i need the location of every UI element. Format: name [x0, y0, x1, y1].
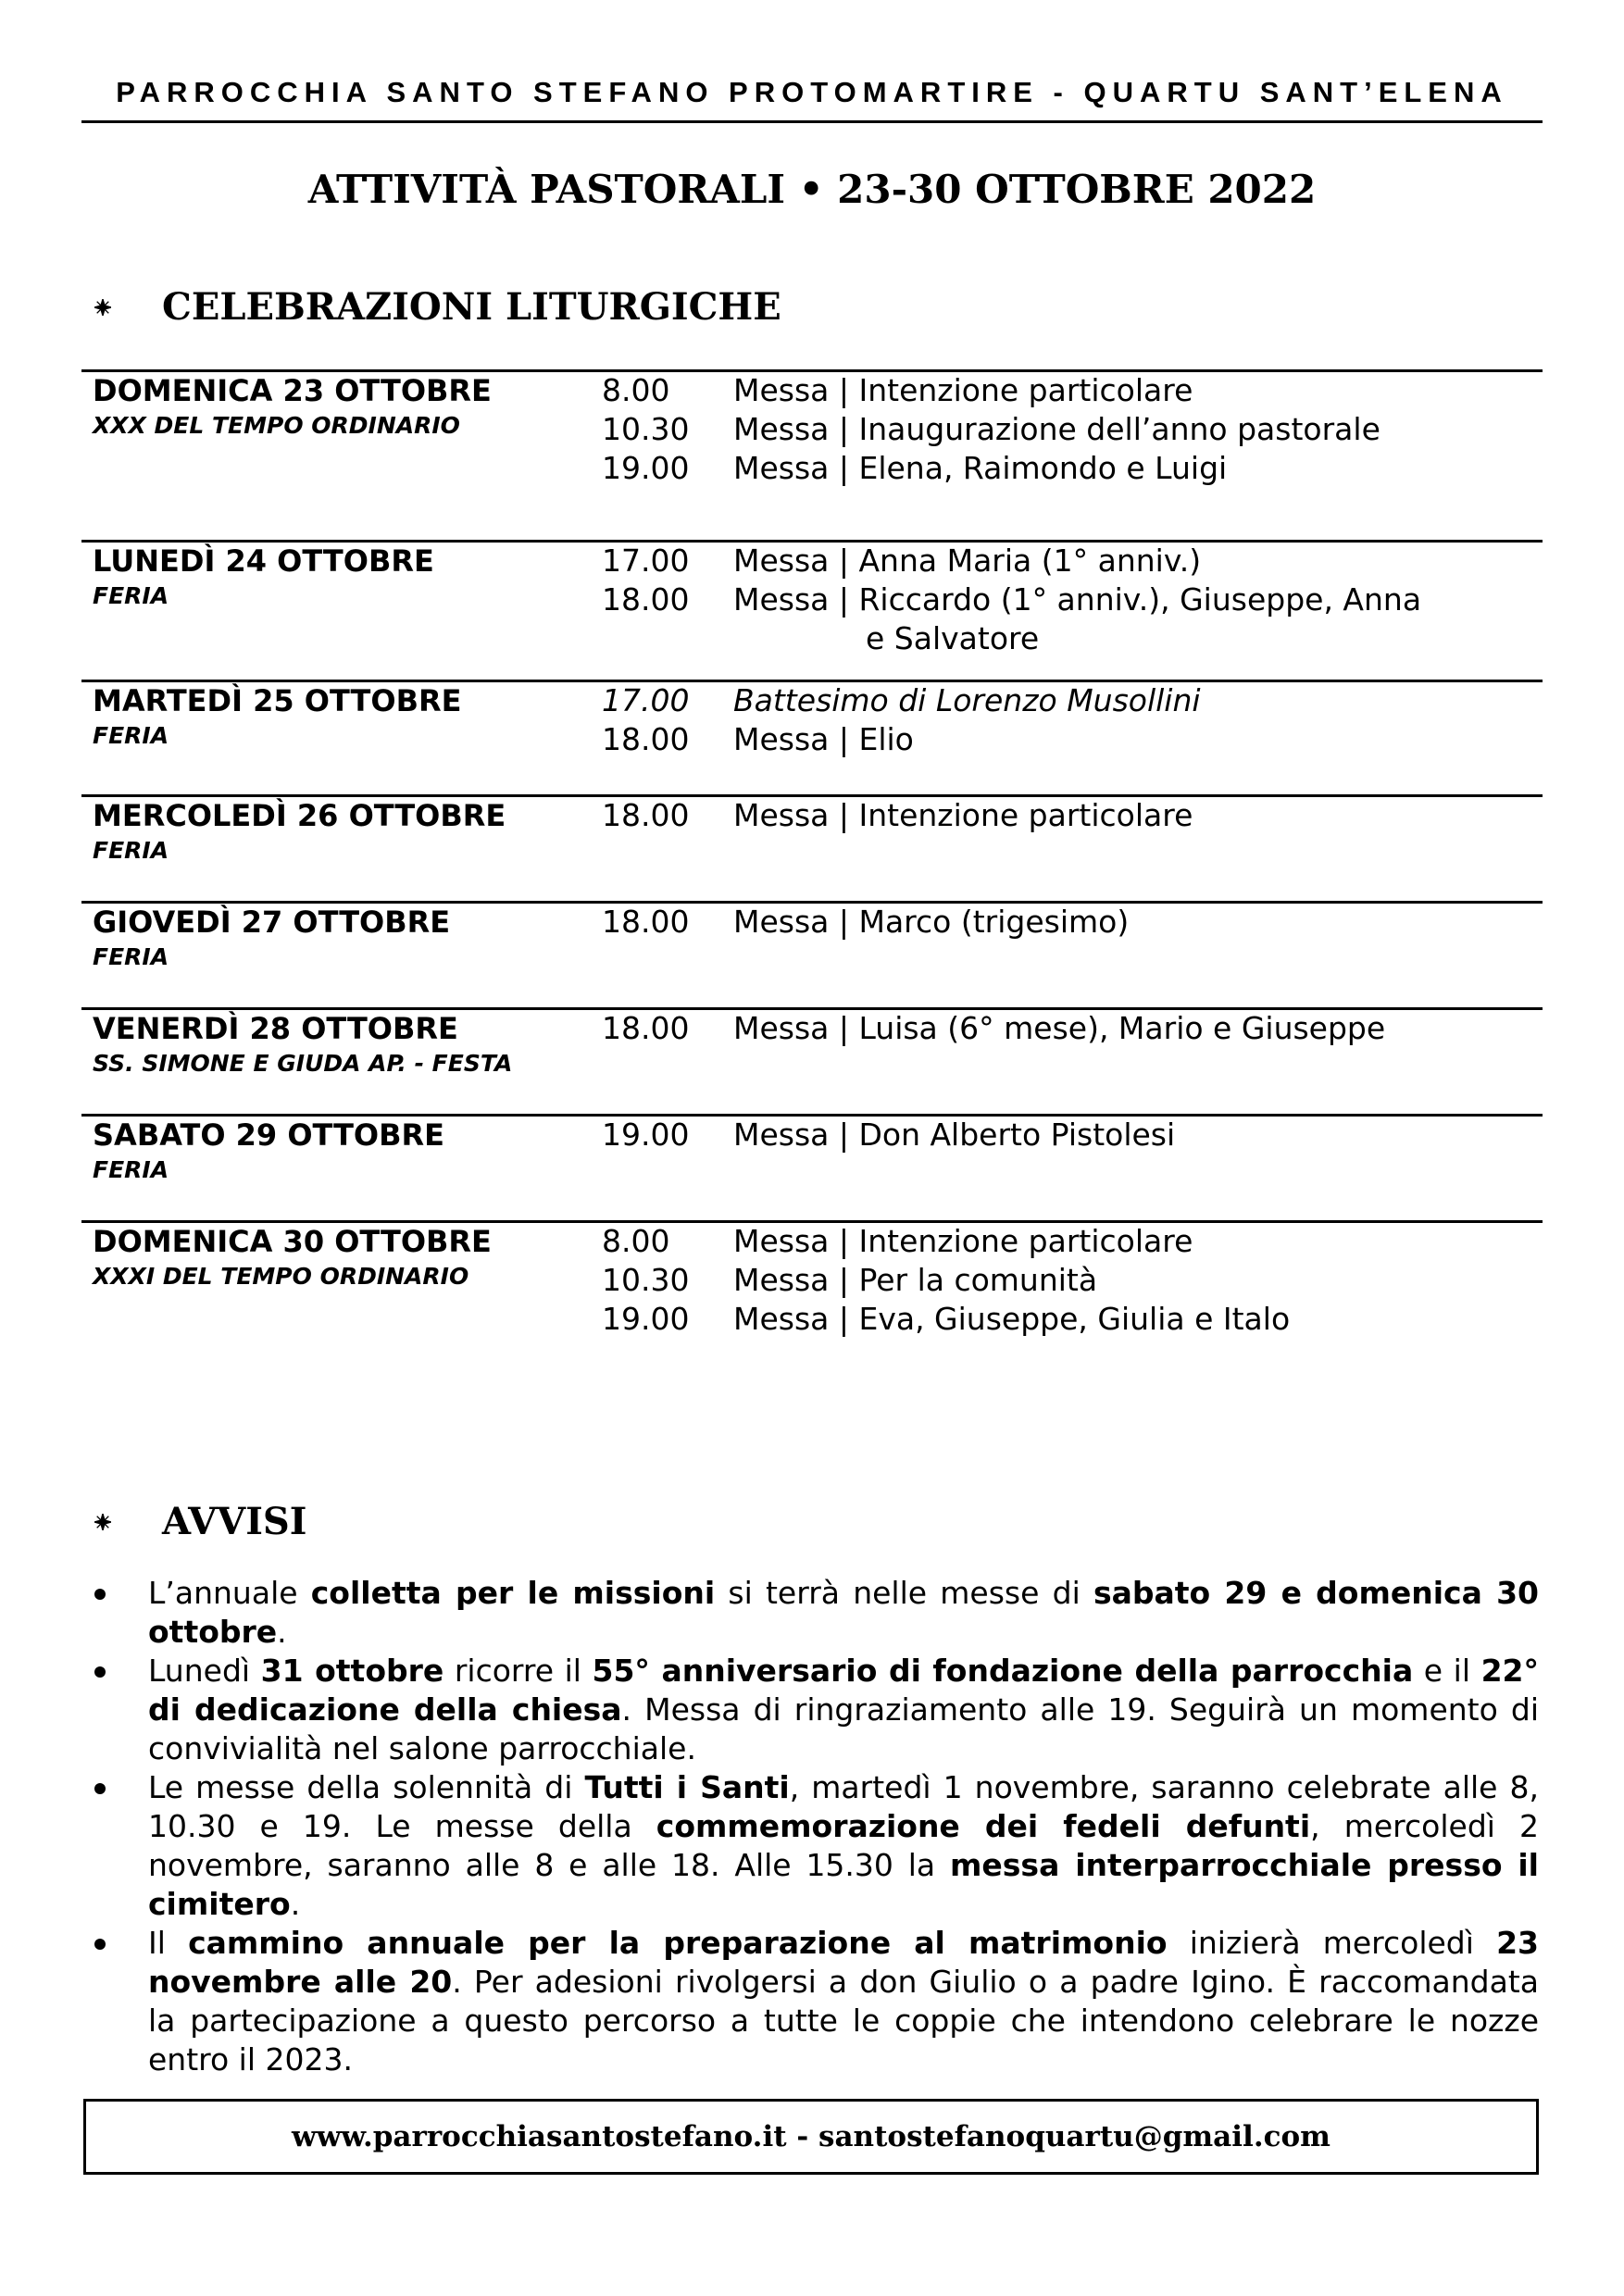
day-label: MERCOLEDÌ 26 OTTOBRE — [93, 798, 506, 833]
day-subtitle: FERIA — [93, 943, 169, 970]
notice-emphasis: colletta per le missioni — [310, 1575, 716, 1611]
notice-emphasis: cammino annuale per la preparazione al matrimonio — [188, 1925, 1168, 1961]
notice-text: L’annuale — [148, 1575, 311, 1611]
event-description: Battesimo di Lorenzo Musollini — [733, 682, 1201, 718]
event-time: 8.00 — [602, 1223, 670, 1259]
event-time: 19.00 — [602, 1117, 690, 1153]
day-label: MARTEDÌ 25 OTTOBRE — [93, 683, 462, 718]
event-description-continued: e Salvatore — [866, 620, 1040, 656]
notice-text: , mercoledì 2 novembre, saranno alle 8 e alle 18. Alle 15.30 la — [148, 1808, 1540, 1883]
event-time: 19.00 — [602, 1301, 690, 1337]
day-label: GIOVEDÌ 27 OTTOBRE — [93, 905, 451, 940]
notice-item — [93, 1768, 1539, 1924]
event-time: 18.00 — [602, 1010, 690, 1046]
day-subtitle: XXX DEL TEMPO ORDINARIO — [93, 412, 460, 439]
event-time: 17.00 — [602, 543, 690, 579]
notice-text: si terrà nelle messe di — [715, 1575, 1093, 1611]
notice-text: . — [290, 1886, 301, 1922]
fleuron-star-icon — [94, 299, 111, 316]
bullet-dot-icon — [94, 1939, 106, 1950]
header-divider — [81, 120, 1543, 123]
notice-text: inizierà mercoledì — [1167, 1925, 1497, 1961]
parish-name: PARROCCHIA SANTO STEFANO PROTOMARTIRE - QUARTU SANT’ELENA — [116, 76, 1508, 108]
notice-item — [93, 1574, 1539, 1652]
notice-emphasis: commemorazione dei fedeli defunti — [656, 1808, 1311, 1844]
event-description: Messa | Intenzione particolare — [733, 1223, 1193, 1259]
notice-text: ricorre il — [443, 1653, 593, 1689]
event-description: Messa | Luisa (6° mese), Mario e Giuseppe — [733, 1010, 1386, 1046]
section-heading-label: CELEBRAZIONI LITURGICHE — [162, 285, 781, 329]
day-subtitle: FERIA — [93, 722, 169, 749]
footer-contacts — [83, 2099, 1539, 2175]
notice-text: Lunedì — [148, 1653, 261, 1689]
event-time: 8.00 — [602, 372, 670, 408]
event-time: 18.00 — [602, 581, 690, 618]
event-time: 10.30 — [602, 1262, 690, 1298]
notice-item — [93, 1652, 1539, 1768]
day-label: VENERDÌ 28 OTTOBRE — [93, 1011, 458, 1046]
event-description: Messa | Riccardo (1° anniv.), Giuseppe, Anna — [733, 581, 1422, 618]
event-description: Messa | Eva, Giuseppe, Giulia e Italo — [733, 1301, 1291, 1337]
notice-item — [93, 1924, 1539, 2079]
event-description: Messa | Per la comunità — [733, 1262, 1098, 1298]
event-description: Messa | Elena, Raimondo e Luigi — [733, 450, 1228, 486]
bullet-dot-icon — [94, 1783, 106, 1794]
notice-text: . Messa di ringraziamento alle 19. Seguirà un momento di convivialità nel salone parrocchiale. — [148, 1691, 1539, 1766]
day-subtitle: XXXI DEL TEMPO ORDINARIO — [93, 1263, 469, 1290]
bullet-dot-icon — [94, 1666, 106, 1678]
notice-text: Le messe della solennità di — [148, 1769, 585, 1805]
section-heading-notices — [94, 1500, 307, 1543]
event-description: Messa | Anna Maria (1° anniv.) — [733, 543, 1202, 579]
event-description: Messa | Marco (trigesimo) — [733, 904, 1130, 940]
fleuron-star-icon — [94, 1514, 111, 1530]
notice-text: . Per adesioni rivolgersi a don Giulio o a padre Igino. È raccomandata la partecipazione a questo percorso a tutte le coppie che intendono celebrare le nozze entro il 2023. — [148, 1964, 1540, 2078]
notice-text: , martedì 1 novembre, saranno celebrate alle 8, 10.30 e 19. Le messe della — [148, 1769, 1540, 1844]
event-description: Messa | Inaugurazione dell’anno pastorale — [733, 411, 1380, 447]
notice-emphasis: 23 novembre alle 20 — [148, 1925, 1540, 2000]
notice-emphasis: 31 ottobre — [260, 1653, 444, 1689]
event-description: Messa | Don Alberto Pistolesi — [733, 1117, 1176, 1153]
section-heading-label: AVVISI — [162, 1500, 307, 1543]
section-heading-liturgy — [94, 285, 781, 329]
notice-emphasis: sabato 29 e domenica 30 ottobre — [148, 1575, 1539, 1650]
notice-text: . — [277, 1614, 287, 1650]
notice-emphasis: 55° anniversario di fondazione della parrocchia — [592, 1653, 1414, 1689]
event-time: 18.00 — [602, 904, 690, 940]
event-description: Messa | Intenzione particolare — [733, 797, 1193, 833]
event-time: 17.00 — [602, 682, 690, 718]
bullet-dot-icon — [94, 1589, 106, 1600]
day-subtitle: FERIA — [93, 1156, 169, 1183]
day-subtitle: SS. SIMONE E GIUDA AP. - FESTA — [93, 1050, 513, 1077]
day-label: SABATO 29 OTTOBRE — [93, 1117, 445, 1153]
event-time: 10.30 — [602, 411, 690, 447]
day-subtitle: FERIA — [93, 582, 169, 609]
notice-text: Il — [148, 1925, 189, 1961]
day-label: DOMENICA 30 OTTOBRE — [93, 1224, 492, 1259]
event-time: 19.00 — [602, 450, 690, 486]
day-subtitle: FERIA — [93, 837, 169, 864]
notice-emphasis: 22° di dedicazione della chiesa — [148, 1653, 1539, 1728]
notices-list — [93, 1574, 1539, 2079]
event-time: 18.00 — [602, 721, 690, 757]
day-label: LUNEDÌ 24 OTTOBRE — [93, 543, 434, 579]
notice-emphasis: messa interparrocchiale presso il cimitero — [148, 1847, 1539, 1922]
day-label: DOMENICA 23 OTTOBRE — [93, 373, 492, 408]
event-description: Messa | Elio — [733, 721, 914, 757]
notice-emphasis: Tutti i Santi — [584, 1769, 790, 1805]
page-title: ATTIVITÀ PASTORALI • 23-30 OTTOBRE 2022 — [307, 167, 1317, 212]
notice-text: e il — [1413, 1653, 1481, 1689]
event-time: 18.00 — [602, 797, 690, 833]
event-description: Messa | Intenzione particolare — [733, 372, 1193, 408]
footer-contacts-text: www.parrocchiasantostefano.it - santostefanoquartu@gmail.com — [292, 2120, 1330, 2153]
